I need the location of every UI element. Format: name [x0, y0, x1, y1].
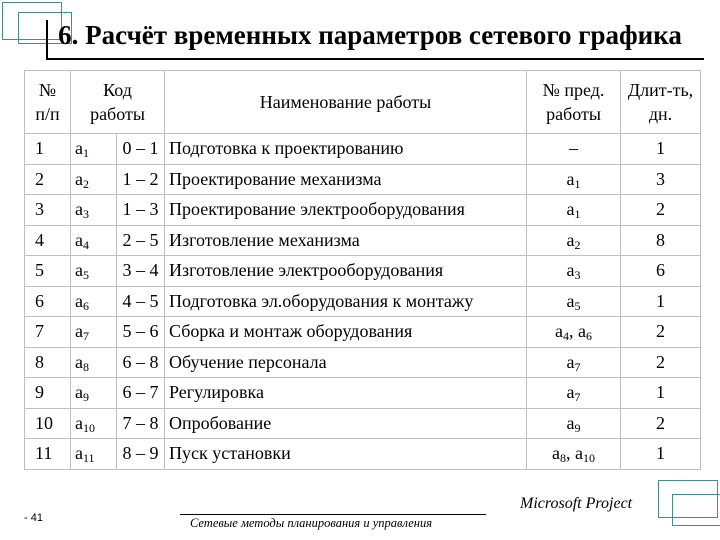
- table-row: [25, 286, 701, 317]
- cell-code: [71, 408, 117, 439]
- predecessor-index: 8: [560, 451, 566, 466]
- cell-code: [71, 317, 117, 348]
- cell-duration: 1: [621, 439, 701, 470]
- cell-duration: 1: [621, 134, 701, 165]
- cell-num: 2: [25, 164, 71, 195]
- cell-num: 7: [25, 317, 71, 348]
- table-row: [25, 439, 701, 470]
- predecessor-second-index: 6: [586, 329, 592, 344]
- work-code-index: 2: [83, 176, 89, 191]
- predecessor-letter: –: [569, 138, 578, 159]
- work-code-letter: a: [75, 138, 83, 159]
- cell-duration: 3: [621, 164, 701, 195]
- work-code-index: 10: [83, 420, 95, 435]
- work-code-index: 5: [83, 268, 89, 283]
- cell-num: 1: [25, 134, 71, 165]
- cell-code: [71, 256, 117, 287]
- table-row: [25, 256, 701, 287]
- cell-edge: 2 – 5: [117, 225, 165, 256]
- work-code-letter: a: [75, 290, 83, 311]
- cell-edge: 5 – 6: [117, 317, 165, 348]
- predecessor-index: 9: [574, 420, 581, 435]
- predecessor-index: 4: [563, 329, 569, 344]
- work-code-index: 1: [83, 146, 89, 161]
- cell-num: 9: [25, 378, 71, 409]
- work-code-letter: a: [75, 168, 83, 189]
- work-code-letter: a: [75, 351, 83, 372]
- cell-predecessor: [527, 378, 621, 409]
- predecessor-index: 7: [574, 359, 581, 374]
- cell-code: [71, 225, 117, 256]
- cell-edge: 8 – 9: [117, 439, 165, 470]
- cell-work-name: Обучение персонала: [165, 347, 527, 378]
- predecessor-letter: a: [552, 443, 560, 464]
- work-code-index: 3: [83, 207, 89, 222]
- cell-code: [71, 195, 117, 226]
- work-code-index: 11: [83, 451, 95, 466]
- cell-predecessor: [527, 286, 621, 317]
- footer-course-title: Сетевые методы планирования и управления: [190, 516, 433, 530]
- predecessor-index: 7: [574, 390, 581, 405]
- cell-predecessor: [527, 134, 621, 165]
- cell-edge: 0 – 1: [117, 134, 165, 165]
- header-duration: Длит-ть, дн.: [621, 71, 701, 134]
- cell-edge: 1 – 2: [117, 164, 165, 195]
- cell-work-name: Сборка и монтаж оборудования: [165, 317, 527, 348]
- cell-predecessor: [527, 164, 621, 195]
- cell-code: [71, 134, 117, 165]
- work-code-index: 4: [83, 237, 89, 252]
- header-code: Код работы: [71, 71, 165, 134]
- cell-code: [71, 347, 117, 378]
- header-num: № п/п: [25, 71, 71, 134]
- cell-predecessor: [527, 408, 621, 439]
- cell-predecessor: [527, 225, 621, 256]
- work-code-letter: a: [75, 382, 83, 403]
- predecessor-letter: a: [566, 260, 575, 281]
- cell-duration: 1: [621, 378, 701, 409]
- cell-code: [71, 286, 117, 317]
- table-row: [25, 408, 701, 439]
- predecessor-letter: a: [566, 412, 575, 433]
- header-name: Наименование работы: [165, 71, 527, 134]
- title-divider: [46, 58, 704, 60]
- cell-duration: 2: [621, 408, 701, 439]
- work-code-index: 9: [83, 390, 89, 405]
- table-row: [25, 347, 701, 378]
- cell-predecessor: [527, 347, 621, 378]
- predecessor-index: 1: [574, 176, 581, 191]
- predecessor-second-letter: , a: [569, 321, 586, 342]
- work-code-letter: a: [75, 412, 83, 433]
- cell-predecessor: [527, 439, 621, 470]
- cell-num: 4: [25, 225, 71, 256]
- predecessor-letter: a: [566, 351, 575, 372]
- predecessor-letter: a: [566, 199, 575, 220]
- cell-duration: 2: [621, 317, 701, 348]
- cell-edge: 6 – 8: [117, 347, 165, 378]
- work-code-index: 8: [83, 359, 89, 374]
- cell-num: 5: [25, 256, 71, 287]
- cell-predecessor: [527, 317, 621, 348]
- header-pred: № пред. работы: [527, 71, 621, 134]
- predecessor-letter: a: [566, 229, 575, 250]
- table-row: [25, 225, 701, 256]
- table-row: [25, 317, 701, 348]
- predecessor-index: 1: [574, 207, 581, 222]
- predecessor-letter: a: [566, 382, 575, 403]
- predecessor-letter: a: [566, 290, 575, 311]
- predecessor-second-index: 10: [583, 451, 595, 466]
- predecessor-index: 2: [574, 237, 581, 252]
- cell-num: 6: [25, 286, 71, 317]
- cell-code: [71, 439, 117, 470]
- cell-predecessor: [527, 195, 621, 226]
- cell-code: [71, 378, 117, 409]
- cell-work-name: Регулировка: [165, 378, 527, 409]
- cell-duration: 8: [621, 225, 701, 256]
- cell-work-name: Опробование: [165, 408, 527, 439]
- cell-work-name: Проектирование электрооборудования: [165, 195, 527, 226]
- cell-work-name: Изготовление механизма: [165, 225, 527, 256]
- work-code-letter: a: [75, 199, 83, 220]
- work-code-letter: a: [75, 229, 83, 250]
- cell-code: [71, 164, 117, 195]
- cell-work-name: Подготовка к проектированию: [165, 134, 527, 165]
- cell-work-name: Проектирование механизма: [165, 164, 527, 195]
- cell-num: 10: [25, 408, 71, 439]
- work-code-letter: a: [75, 260, 83, 281]
- table-header-row: [25, 71, 701, 134]
- work-code-index: 6: [83, 298, 89, 313]
- predecessor-second-letter: , a: [566, 443, 583, 464]
- table-row: [25, 164, 701, 195]
- table-row: [25, 378, 701, 409]
- cell-work-name: Подготовка эл.оборудования к монтажу: [165, 286, 527, 317]
- cell-edge: 1 – 3: [117, 195, 165, 226]
- cell-work-name: Пуск установки: [165, 439, 527, 470]
- work-code-index: 7: [83, 329, 89, 344]
- cell-edge: 3 – 4: [117, 256, 165, 287]
- cell-duration: 2: [621, 347, 701, 378]
- cell-num: 11: [25, 439, 71, 470]
- work-code-letter: a: [75, 443, 83, 464]
- cell-num: 8: [25, 347, 71, 378]
- work-code-letter: a: [75, 321, 83, 342]
- predecessor-letter: a: [555, 321, 563, 342]
- cell-edge: 7 – 8: [117, 408, 165, 439]
- table-row: [25, 195, 701, 226]
- cell-edge: 6 – 7: [117, 378, 165, 409]
- slide-title: 6. Расчёт временных параметров сетевого графика: [58, 20, 682, 50]
- cell-edge: 4 – 5: [117, 286, 165, 317]
- predecessor-index: 3: [574, 268, 581, 283]
- footer-software: Microsoft Project: [520, 495, 633, 512]
- predecessor-letter: a: [566, 168, 575, 189]
- cell-duration: 1: [621, 286, 701, 317]
- works-table: [24, 70, 701, 470]
- cell-duration: 2: [621, 195, 701, 226]
- corner-decoration-bottom-right-inner: [672, 494, 720, 526]
- footer-divider: [180, 514, 486, 515]
- predecessor-index: 5: [574, 298, 581, 313]
- table-row: [25, 134, 701, 165]
- cell-duration: 6: [621, 256, 701, 287]
- cell-predecessor: [527, 256, 621, 287]
- cell-work-name: Изготовление электрооборудования: [165, 256, 527, 287]
- page-number: - 41: [24, 512, 43, 524]
- cell-num: 3: [25, 195, 71, 226]
